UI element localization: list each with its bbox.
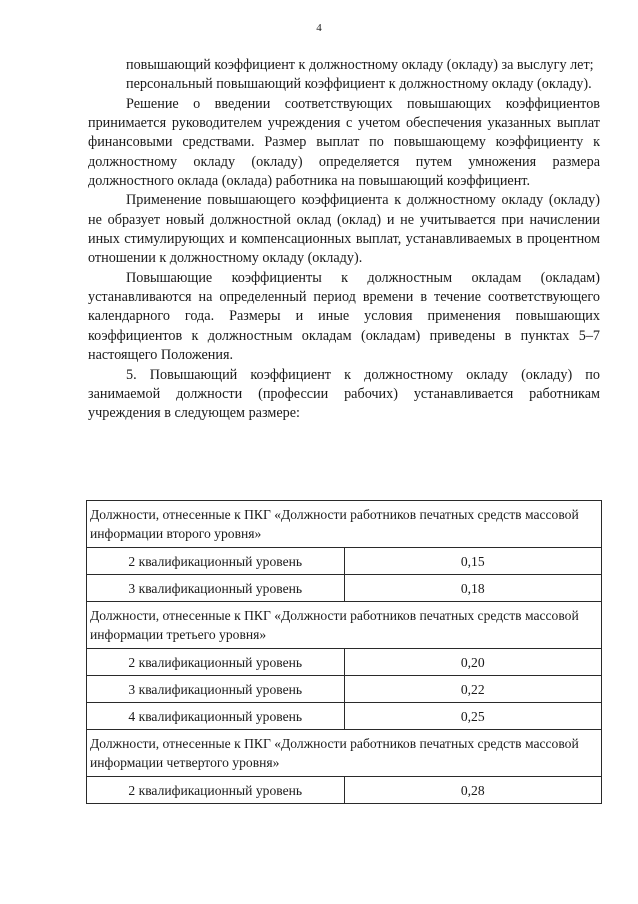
coefficient-value-cell: 0,22	[344, 676, 602, 703]
table-row	[87, 703, 602, 730]
table-row	[87, 575, 602, 602]
qualification-level-cell: 3 квалификационный уровень	[87, 676, 345, 703]
qualification-level-cell: 2 квалификационный уровень	[87, 548, 345, 575]
table-group-heading: Должности, отнесенные к ПКГ «Должности работников печатных средств массовой информации третьего уровня»	[87, 602, 602, 649]
body-text	[88, 56, 600, 424]
table-group-heading-row	[87, 501, 602, 548]
paragraph: повышающий коэффициент к должностному окладу (окладу) за выслугу лет;	[126, 57, 594, 73]
table-row	[87, 649, 602, 676]
coefficient-value-cell: 0,18	[344, 575, 602, 602]
table-row	[87, 676, 602, 703]
coefficient-value-cell: 0,20	[344, 649, 602, 676]
table-group-heading-row	[87, 602, 602, 649]
coefficient-value-cell: 0,15	[344, 548, 602, 575]
table-group-heading: Должности, отнесенные к ПКГ «Должности работников печатных средств массовой информации четвертого уровня»	[87, 730, 602, 777]
qualification-level-cell: 4 квалификационный уровень	[87, 703, 345, 730]
paragraph: Применение повышающего коэффициента к должностному окладу (окладу) не образует новый должностной оклад (оклад) и не учитывается при начислении иных стимулирующих и компенсационных выплат, устанавливаемых в процентном отношении к должностному окладу (окладу).	[88, 192, 600, 267]
qualification-level-cell: 2 квалификационный уровень	[87, 777, 345, 804]
paragraph: 5. Повышающий коэффициент к должностному окладу (окладу) по занимаемой должности (профессии рабочих) устанавливается работникам учреждения в следующем размере:	[88, 366, 600, 422]
paragraph: персональный повышающий коэффициент к должностному окладу (окладу).	[126, 76, 592, 93]
page-number: 4	[316, 22, 322, 34]
table-row	[87, 777, 602, 804]
qualification-level-cell: 3 квалификационный уровень	[87, 575, 345, 602]
qualification-level-cell: 2 квалификационный уровень	[87, 649, 345, 676]
table-group-heading-row	[87, 730, 602, 777]
table-group-heading: Должности, отнесенные к ПКГ «Должности работников печатных средств массовой информации второго уровня»	[87, 501, 602, 548]
coefficient-table	[86, 500, 602, 804]
paragraph: Решение о введении соответствующих повышающих коэффициентов принимается руководителем учреждения с учетом обеспечения указанных выплат финансовыми средствами. Размер выплат по повышающему коэффициенту к должностному окладу (окладу) определяется путем умножения размера должностного оклада (оклада) работника на повышающий коэффициент.	[88, 95, 600, 190]
table-row	[87, 548, 602, 575]
coefficient-value-cell: 0,25	[344, 703, 602, 730]
coefficient-value-cell: 0,28	[344, 777, 602, 804]
paragraph: Повышающие коэффициенты к должностным окладам (окладам) устанавливаются на определенный период времени в течение соответствующего календарного года. Размеры и иные условия применения повышающих коэффициентов к должностным окладам (окладам) приведены в пунктах 5–7 настоящего Положения.	[88, 269, 600, 364]
